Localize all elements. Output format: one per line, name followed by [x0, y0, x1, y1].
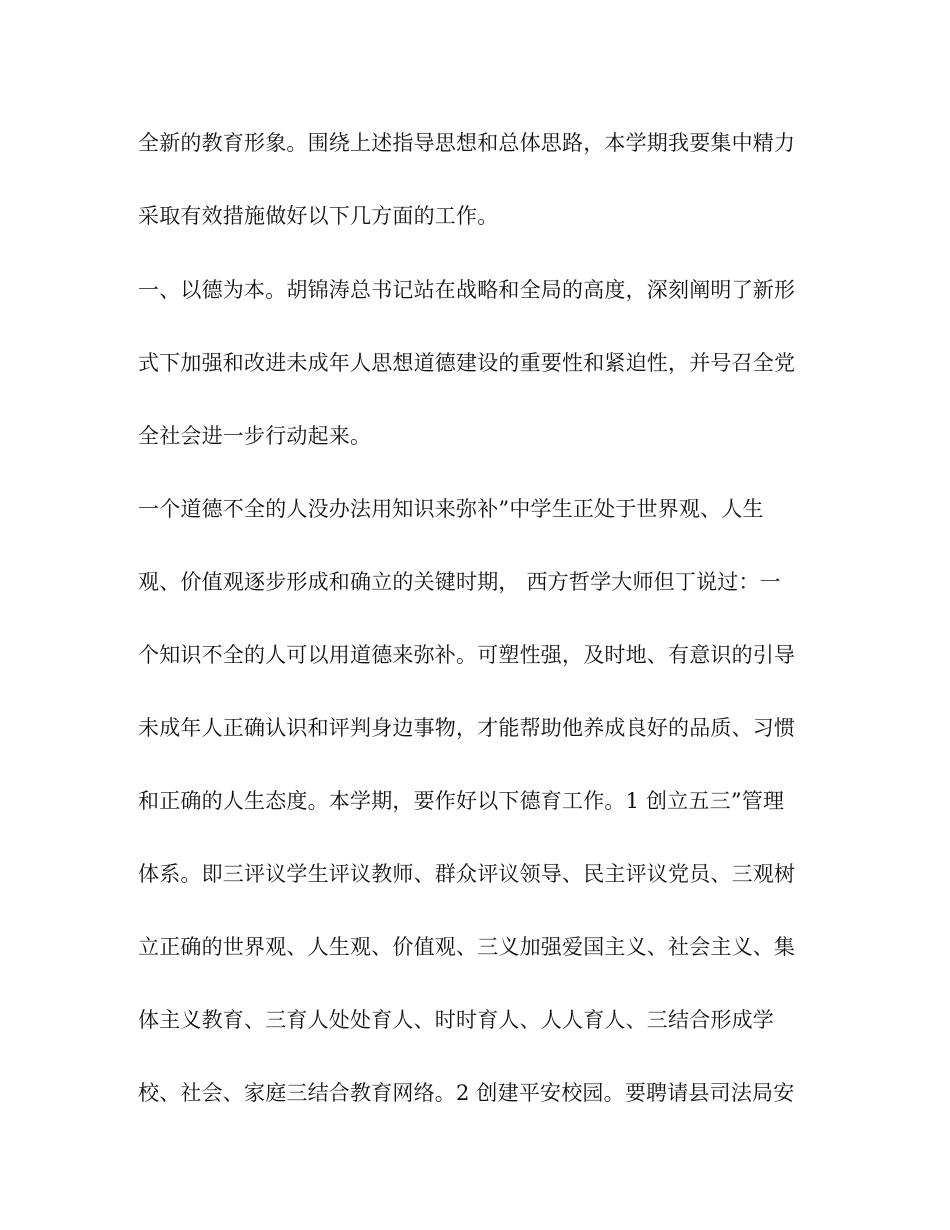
text-line: 一、以德为本。胡锦涛总书记站在战略和全局的高度，深刻阐明了新形: [138, 278, 796, 302]
text-line: 未成年人正确认识和评判身边事物，才能帮助他养成良好的品质、习惯: [138, 716, 796, 740]
text-line: 体主义教育、三育人处处育人、时时育人、人人育人、三结合形成学: [138, 1008, 774, 1032]
text-line: 和正确的人生态度。本学期，要作好以下德育工作。1 创立五三”管理: [138, 789, 785, 813]
text-line: 全社会进一步行动起来。: [138, 424, 372, 448]
text-line: 全新的教育形象。围绕上述指导思想和总体思路，本学期我要集中精力: [138, 131, 796, 155]
text-line: 体系。即三评议学生评议教师、群众评议领导、民主评议党员、三观树: [138, 862, 796, 886]
text-line: 一个道德不全的人没办法用知识来弥补”中学生正处于世界观、人生: [138, 497, 764, 521]
text-line: 观、价值观逐步形成和确立的关键时期， 西方哲学大师但丁说过：一: [138, 570, 781, 594]
text-line: 校、社会、家庭三结合教育网络。2 创建平安校园。要聘请县司法局安: [138, 1081, 795, 1105]
text-line: 个知识不全的人可以用道德来弥补。可塑性强，及时地、有意识的引导: [138, 643, 796, 667]
text-line: 立正确的世界观、人生观、价值观、三义加强爱国主义、社会主义、集: [138, 935, 796, 959]
text-line: 采取有效措施做好以下几方面的工作。: [138, 204, 499, 228]
text-line: 式下加强和改进未成年人思想道德建设的重要性和紧迫性，并号召全党: [138, 351, 796, 375]
